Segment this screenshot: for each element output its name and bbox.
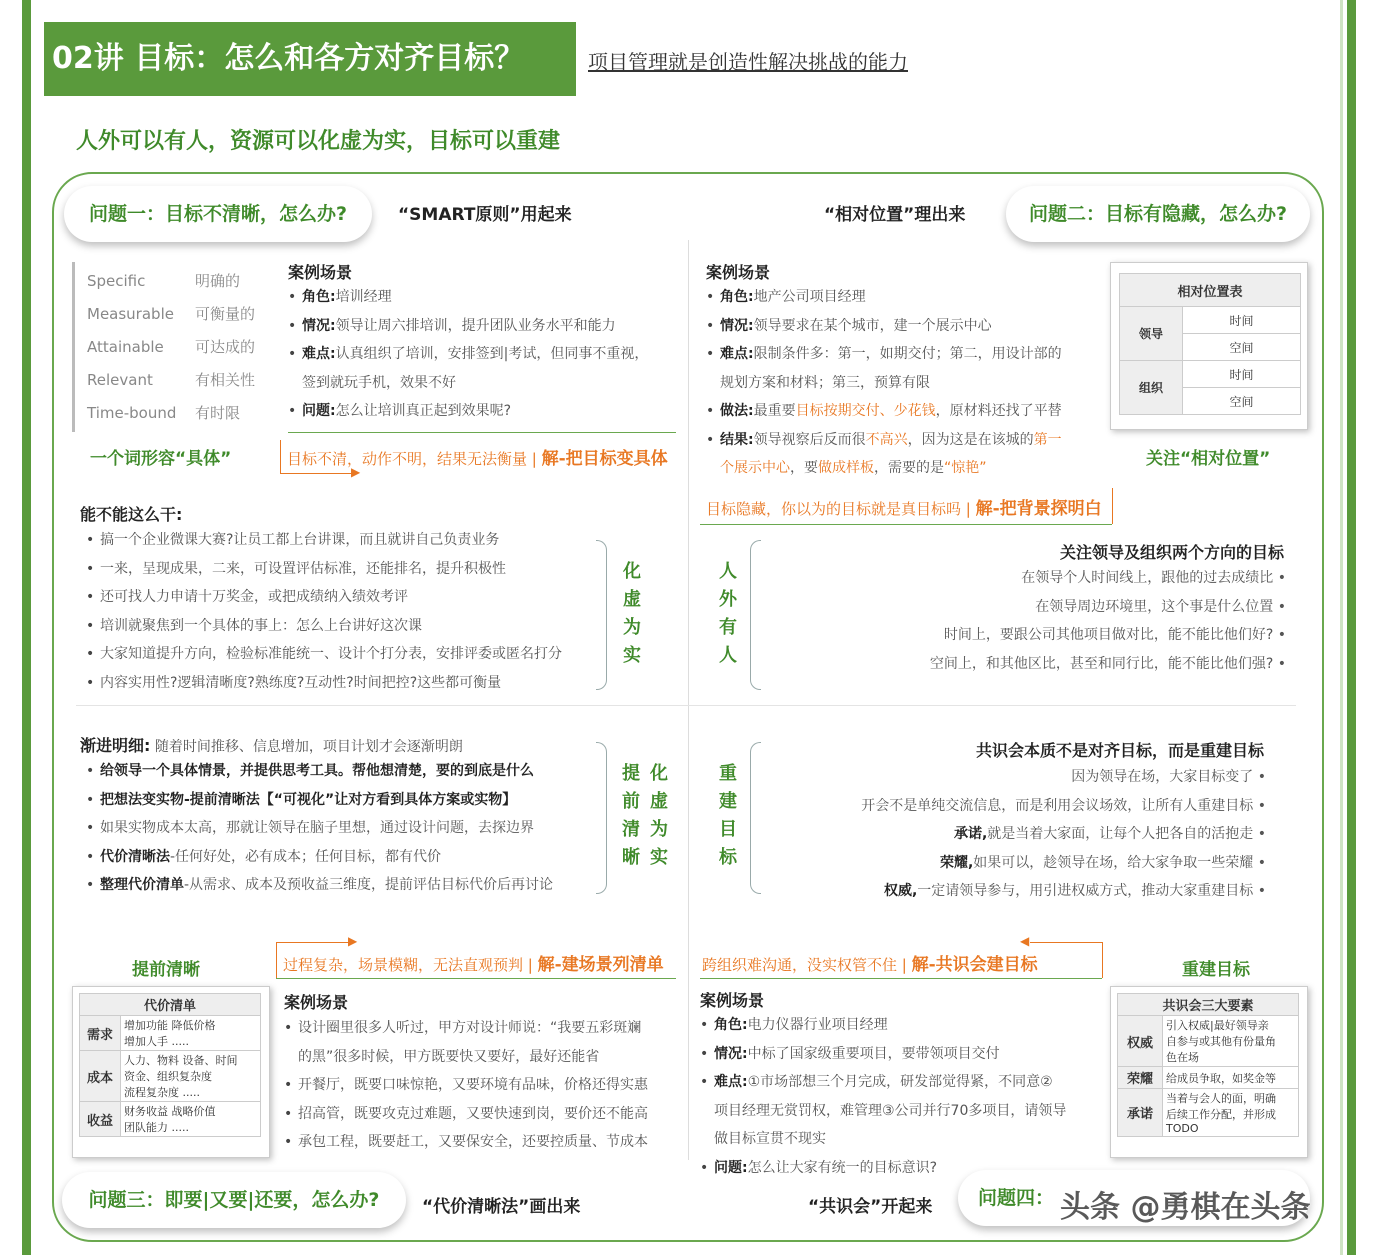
case-highlight: 做成样板 (818, 460, 874, 476)
progressive-brace (596, 742, 607, 894)
cell-line: 给成员争取，如奖金等 (1166, 1071, 1276, 1085)
smart-zh: 可衡量的 (195, 305, 256, 323)
list-item: 一来，呈现成果，二来，可设置评估标准，还能排名，提升积极性 (100, 560, 506, 577)
arrow-left-icon: ◀ (1020, 934, 1030, 948)
smart-en: Relevant (87, 370, 153, 389)
cell-line: TODO (1166, 1122, 1199, 1135)
label-char: 标 (719, 847, 737, 868)
case-value: 项目经理无赏罚权，难管理③公司并行70多项目，请领导 (714, 1102, 1067, 1119)
q4-case-list: • 角色: 电力仪器行业项目经理 • 情况: 中标了国家级重要项目，要带领项目交付 • 难点: ①市场部想三个月完成，研发部觉得紧，不同意② 项目经理无赏罚权，难管理③公司并行70多项目，请领导 做目标宣贯不现实 • 问题: 怎么让大家有统一的目标意识? (700, 1011, 1100, 1182)
smart-en: Measurable (87, 304, 174, 323)
relative-position-table (1119, 273, 1301, 415)
item-text: 就是当着大家面，让每个人把各自的活抱走 (987, 826, 1254, 842)
rebuild-label (716, 760, 740, 872)
q3-case-title: 案例场景 (284, 993, 349, 1012)
item-text: 一定请领导参与，用引进权威方式，推动大家重建目标 (917, 883, 1254, 899)
label-char: 实 (623, 645, 641, 666)
label-char: 建 (719, 791, 737, 812)
q4-caption: 重建目标 (1182, 960, 1250, 980)
progressive-note: 随着时间推移、信息增加，项目计划才会逐渐明朗 (154, 739, 463, 755)
others-label (716, 558, 740, 670)
row-header: 承诺 (1118, 1089, 1163, 1137)
table-title: 相对位置表 (1120, 274, 1301, 307)
q2-method: “相对位置”理出来 (824, 205, 966, 225)
bar-text: 过程复杂，场景模糊，无法直观预判 | (283, 956, 538, 974)
right-border (1347, 0, 1356, 1255)
case-key: 难点: (714, 1074, 748, 1090)
case-highlight: 个展示中心 (720, 460, 790, 476)
case-value: 签到就玩手机，效果不好 (302, 374, 456, 391)
progressive-list: • 给领导一个具体情景，并提供思考工具。帮他想清楚，要的到底是什么 • 把想法变实物-提前清晰法【“可视化”让对方看到具体方案或实物】 • 如果实物成本太高，那就让领导在脑子里想，通过设计问题，去探边界 • 代价清晰法 -任何好处，必有成本；任何目标，都有代价 • 整理代价清单 -从需求、成本及预收益三维度，提前评估目标代价后再讨论 (86, 757, 606, 900)
label-char: 前 (622, 791, 640, 812)
case-value: 地产公司项目经理 (753, 289, 866, 305)
case-key: 难点: (720, 346, 754, 362)
list-item: 内容实用性?逻辑清晰度?熟练度?互动性?时间把控?这些都可衡量 (100, 674, 502, 691)
q1-rule (288, 432, 676, 433)
label-char: 化 (623, 561, 641, 582)
q1-arrow-h (280, 473, 356, 474)
table-cell (1163, 1089, 1299, 1137)
list-item: 时间上，要跟公司其他项目做对比，能不能比他们好? (943, 627, 1274, 643)
smart-zh: 可达成的 (195, 338, 256, 356)
row-header: 权威 (1118, 1016, 1163, 1067)
q2-arrow-v (1112, 488, 1113, 524)
q1-case-list: • 角色: 培训经理 • 情况: 领导让周六排培训，提升团队业务水平和能力 • 难点: 认真组织了培训，安排签到|考试，但同事不重视， 签到就玩手机，效果不好 • 问题: 怎么让培训真正起到效果呢? (288, 283, 680, 426)
bar-solution: 解-共识会建目标 (911, 955, 1038, 975)
smart-zh: 明确的 (195, 272, 241, 290)
item-text: 开会不是单纯交流信息，而是利用会议场效，让所有人重建目标 (861, 797, 1254, 814)
q3-pill: 问题三：即要|又要|还要，怎么办? (62, 1172, 406, 1228)
smart-zh: 有相关性 (195, 371, 256, 389)
q2-solution-bar (706, 494, 1102, 519)
case-key: 情况: (720, 317, 754, 334)
smart-card (72, 262, 271, 432)
q4-rule (700, 978, 1102, 979)
label-char: 清 (622, 819, 640, 840)
label-char: 提 (622, 763, 640, 784)
list-item: 设计圈里很多人听过，甲方对设计师说：“我要五彩斑斓 (298, 1020, 642, 1036)
left-border (22, 0, 31, 1255)
item-bold: 把想法变实物-提前清晰法【“可视化”让对方看到具体方案或实物】 (100, 791, 517, 808)
q1-case-title: 案例场景 (288, 263, 353, 282)
item-bold: 权威, (883, 883, 918, 899)
cell-line: 自参与或其他有份量角 (1166, 1035, 1276, 1048)
case-value: ，原材料还找了平替 (935, 403, 1062, 419)
item-bold: 整理代价清单 (100, 877, 184, 893)
watermark: 头条 @勇棋在头条 (1060, 1190, 1311, 1225)
progressive-heading (80, 733, 463, 756)
case-value: 领导要求在某个城市，建一个展示中心 (753, 317, 992, 334)
q3-rule (276, 978, 676, 979)
row-header: 组织 (1120, 361, 1183, 415)
case-key: 情况: (714, 1045, 748, 1062)
item-bold: 代价清晰法 (100, 848, 170, 865)
case-value: 怎么让培训真正起到效果呢? (335, 403, 512, 419)
case-value: 怎么让大家有统一的目标意识? (747, 1159, 938, 1176)
case-highlight: 不高兴 (865, 431, 908, 448)
cell-line: 资金、组织复杂度 (124, 1070, 212, 1083)
row-header: 荣耀 (1118, 1067, 1163, 1089)
cell-line: 色在场 (1166, 1051, 1199, 1064)
case-highlight: 第一 (1033, 431, 1062, 448)
label-char: 重 (719, 763, 737, 784)
case-key: 角色: (302, 289, 336, 305)
consensus-table (1117, 993, 1299, 1137)
label-char: 虚 (650, 791, 668, 812)
consensus-card (1110, 986, 1308, 1158)
table-cell: 空间 (1183, 388, 1301, 415)
case-key: 情况: (302, 317, 336, 334)
item-text: 如果可以，趁领导在场，给大家争取一些荣耀 (973, 854, 1254, 871)
bar-text: 目标隐藏，你以为的目标就是真目标吗 | (706, 500, 976, 518)
case-value: 最重要 (753, 403, 796, 419)
cost-list-card (72, 986, 270, 1158)
smart-en: Specific (87, 271, 146, 290)
row-header: 领导 (1120, 307, 1183, 361)
item-text: -任何好处，必有成本；任何目标，都有代价 (170, 848, 442, 865)
rebuild-list: 因为领导在场，大家目标变了 • 开会不是单纯交流信息，而是利用会议场效，让所有人重建目标 • 承诺,就是当着大家面，让每个人把各自的活抱走 • 荣耀,如果可以，趁领导在场，给大家争取一些荣耀 • 权威,一定请领导参与，用引进权威方式，推动大家重建目标 • (861, 769, 1266, 899)
item-text: 如果实物成本太高，那就让领导在脑子里想，通过设计问题，去探边界 (100, 820, 534, 836)
case-value: 中标了国家级重要项目，要带领项目交付 (747, 1045, 1000, 1062)
case-highlight: 目标按期交付、少花钱 (795, 403, 936, 419)
progressive-title: 渐进明细: (80, 736, 151, 755)
bar-solution: 解-建场景列清单 (537, 955, 664, 975)
item-text: -从需求、成本及预收益三维度，提前评估目标代价后再讨论 (184, 877, 554, 893)
progressive-label-a (618, 760, 644, 872)
rebuild-title: 共识会本质不是对齐目标，而是重建目标 (975, 741, 1264, 760)
table-cell: 空间 (1183, 334, 1301, 361)
case-key: 问题: (714, 1159, 748, 1176)
q3-caption: 提前清晰 (132, 960, 200, 980)
list-item: 招高管，既要攻克过难题，又要快速到岗，要价还不能高 (298, 1105, 648, 1122)
relative-caption: 关注“相对位置” (1146, 449, 1271, 469)
others-list: 在领导个人时间线上，跟他的过去成绩比 • 在领导周边环境里，这个事是什么位置 • 时间上，要跟公司其他项目做对比，能不能比他们好? • 空间上，和其他区比，甚至和同行比，能不能比他们强? • (929, 570, 1286, 672)
q1-solution-bar (287, 444, 668, 469)
q4-arrow-h (1030, 942, 1102, 943)
cell-line: 后续工作分配，并形成 (1166, 1108, 1276, 1121)
page-subtitle: 项目管理就是创造性解决挑战的能力 (588, 50, 908, 74)
q1-arrow-v (280, 440, 281, 474)
virtual-brace (596, 540, 607, 690)
label-char: 人 (719, 645, 737, 666)
smart-table (87, 264, 255, 429)
table-title: 代价清单 (80, 994, 261, 1016)
label-char: 有 (719, 617, 737, 638)
case-value: 领导视察后反而很 (753, 431, 866, 448)
list-item: 搞一个企业微课大赛?让员工都上台讲课，而且就讲自己负责业务 (100, 532, 500, 548)
case-value: 电力仪器行业项目经理 (747, 1017, 888, 1033)
case-highlight: “惊艳” (944, 460, 987, 476)
list-item: 培训就聚焦到一个具体的事上：怎么上台讲好这次课 (100, 617, 422, 634)
smart-caption: 一个词形容“具体” (90, 449, 232, 469)
table-cell (1163, 1067, 1299, 1089)
bar-text: 目标不清，动作不明，结果无法衡量 | (287, 450, 542, 468)
case-key: 角色: (720, 289, 754, 305)
virtual-list: • 搞一个企业微课大赛?让员工都上台讲课，而且就讲自己负责业务 • 一来，呈现成果，二来，可设置评估标准，还能排名，提升积极性 • 还可找人力申请十万奖金，或把成绩纳入绩效考评 • 培训就聚焦到一个具体的事上：怎么上台讲好这次课 • 大家知道提升方向，检验标准能统一、设计个打分表，安排评委或匿名打分 • 内容实用性?逻辑清晰度?熟练度?互动性?时间把控?这些都可衡量 (86, 526, 606, 697)
table-cell: 时间 (1183, 361, 1301, 388)
q1-method: “SMART原则”用起来 (398, 205, 572, 225)
bar-solution: 解-把背景探明白 (975, 499, 1102, 519)
smart-en: Time-bound (87, 403, 177, 422)
label-char: 外 (719, 589, 737, 610)
q2-rule (700, 524, 1112, 525)
q2-pill: 问题二：目标有隐藏，怎么办? (1006, 186, 1310, 242)
row-header: 收益 (80, 1102, 121, 1137)
label-char: 人 (719, 561, 737, 582)
list-item: 大家知道提升方向，检验标准能统一、设计个打分表，安排评委或匿名打分 (100, 646, 562, 662)
q2-case-title: 案例场景 (706, 263, 771, 282)
page-title: 02讲 目标：怎么和各方对齐目标？ (44, 22, 576, 96)
case-value: 认真组织了培训，安排签到|考试，但同事不重视， (335, 346, 649, 362)
label-char: 虚 (623, 589, 641, 610)
label-char: 为 (623, 617, 641, 638)
cell-line: 引入权威|最好领导亲 (1166, 1019, 1269, 1032)
case-key: 结果: (720, 431, 754, 448)
label-char: 实 (650, 847, 668, 868)
label-char: 晰 (622, 847, 640, 868)
list-item: 开餐厅，既要口味惊艳，又要环境有品味，价格还得实惠 (298, 1077, 648, 1093)
middle-divider (76, 705, 1296, 706)
item-bold: 荣耀, (939, 854, 974, 871)
table-cell (1163, 1016, 1299, 1067)
progressive-label-b (646, 760, 672, 872)
list-item: 的黑”很多时候，甲方既要快又要好，最好还能省 (298, 1048, 600, 1065)
q3-method: “代价清晰法”画出来 (422, 1197, 581, 1217)
case-key: 难点: (302, 346, 336, 362)
arrow-right-icon: ▶ (348, 934, 358, 948)
item-bold: 给领导一个具体情景，并提供思考工具。帮他想清楚，要的到底是什么 (100, 763, 534, 779)
cell-line: 增加人手 ..... (124, 1035, 189, 1048)
case-value: ，因为这是在该城的 (907, 431, 1034, 448)
cell-line: 人力、物料 设备、时间 (124, 1054, 238, 1067)
case-value: 领导让周六排培训，提升团队业务水平和能力 (335, 317, 616, 334)
case-value: 培训经理 (335, 289, 392, 305)
case-key: 角色: (714, 1017, 748, 1033)
q2-case-list: • 角色: 地产公司项目经理 • 情况: 领导要求在某个城市，建一个展示中心 • 难点: 限制条件多：第一，如期交付；第二，用设计部的 规划方案和材料；第三，预算有限 • 做法: 最重要 目标按期交付、少花钱 ，原材料还找了平替 • 结果: 领导视察后反而很 不高兴 ，因为这是在该城的 第一 个展示中心 ，要 做成样板 ，需要的是 “惊艳” (706, 283, 1098, 483)
table-cell: 时间 (1183, 307, 1301, 334)
q3-solution-bar (283, 950, 664, 975)
q1-pill: 问题一：目标不清晰，怎么办? (64, 186, 372, 242)
q3-arrow-h (276, 942, 352, 943)
q3-case-list: • 设计圈里很多人听过，甲方对设计师说：“我要五彩斑斓 的黑”很多时候，甲方既要快又要好，最好还能省 • 开餐厅，既要口味惊艳，又要环境有品味，价格还得实惠 • 招高管，既要攻克过难题，又要快速到岗，要价还不能高 • 承包工程，既要赶工，又要保安全，还要控质量、节成本 (284, 1014, 680, 1157)
item-text: 因为领导在场，大家目标变了 (1071, 769, 1254, 785)
list-item: 在领导周边环境里，这个事是什么位置 (1035, 598, 1274, 615)
bar-solution: 解-把目标变具体 (541, 449, 668, 469)
others-title: 关注领导及组织两个方向的目标 (1059, 543, 1284, 562)
row-header: 成本 (80, 1051, 121, 1102)
cell-line: 增加功能 降低价格 (124, 1019, 216, 1032)
list-item: 承包工程，既要赶工，又要保安全，还要控质量、节成本 (298, 1134, 648, 1150)
list-item: 还可找人力申请十万奖金，或把成绩纳入绩效考评 (100, 589, 408, 605)
center-divider (688, 240, 689, 1160)
label-char: 目 (719, 819, 737, 840)
table-cell (121, 1016, 261, 1051)
label-char: 化 (650, 763, 668, 784)
table-cell (121, 1102, 261, 1137)
cost-list-table (79, 993, 261, 1137)
bar-text: 跨组织难沟通，没实权管不住 | (702, 956, 912, 974)
virtual-label (620, 558, 644, 670)
list-item: 在领导个人时间线上，跟他的过去成绩比 (1021, 570, 1274, 586)
label-char: 为 (650, 819, 668, 840)
right-border-light (1340, 0, 1343, 1255)
case-value: ，要 (790, 460, 818, 476)
item-bold: 承诺, (953, 826, 988, 842)
q4-solution-bar (702, 950, 1038, 975)
case-value: ①市场部想三个月完成，研发部觉得紧，不同意② (747, 1074, 1053, 1090)
slogan: 人外可以有人，资源可以化虚为实，目标可以重建 (76, 129, 561, 154)
table-cell (121, 1051, 261, 1102)
case-value: ，需要的是 (874, 460, 944, 476)
arrow-right-icon: ▶ (351, 465, 361, 479)
smart-zh: 有时限 (195, 404, 241, 422)
list-item: 空间上，和其他区比，甚至和同行比，能不能比他们强? (929, 655, 1274, 672)
cell-line: 团队能力 ..... (124, 1121, 189, 1134)
case-value: 限制条件多：第一，如期交付；第二，用设计部的 (753, 346, 1062, 362)
others-brace (750, 540, 761, 690)
case-key: 做法: (720, 403, 754, 419)
smart-en: Attainable (87, 337, 164, 356)
case-value: 规划方案和材料；第三，预算有限 (720, 374, 930, 391)
q4-method: “共识会”开起来 (808, 1197, 933, 1217)
q4-pill: 问题四： (958, 1170, 1310, 1226)
q4-case-title: 案例场景 (700, 991, 765, 1010)
case-value: 做目标宣贯不现实 (714, 1131, 826, 1147)
table-title: 共识会三大要素 (1118, 994, 1299, 1016)
row-header: 需求 (80, 1016, 121, 1051)
cell-line: 当着与会人的面，明确 (1166, 1092, 1276, 1105)
case-key: 问题: (302, 403, 336, 419)
q3-arrow-v (276, 942, 277, 978)
virtual-title: 能不能这么干: (80, 505, 183, 524)
cell-line: 财务收益 战略价值 (124, 1105, 216, 1118)
q4-arrow-v (1102, 942, 1103, 978)
cell-line: 流程复杂度 ..... (124, 1086, 200, 1099)
rebuild-brace (750, 742, 761, 894)
relative-position-card (1110, 262, 1308, 430)
